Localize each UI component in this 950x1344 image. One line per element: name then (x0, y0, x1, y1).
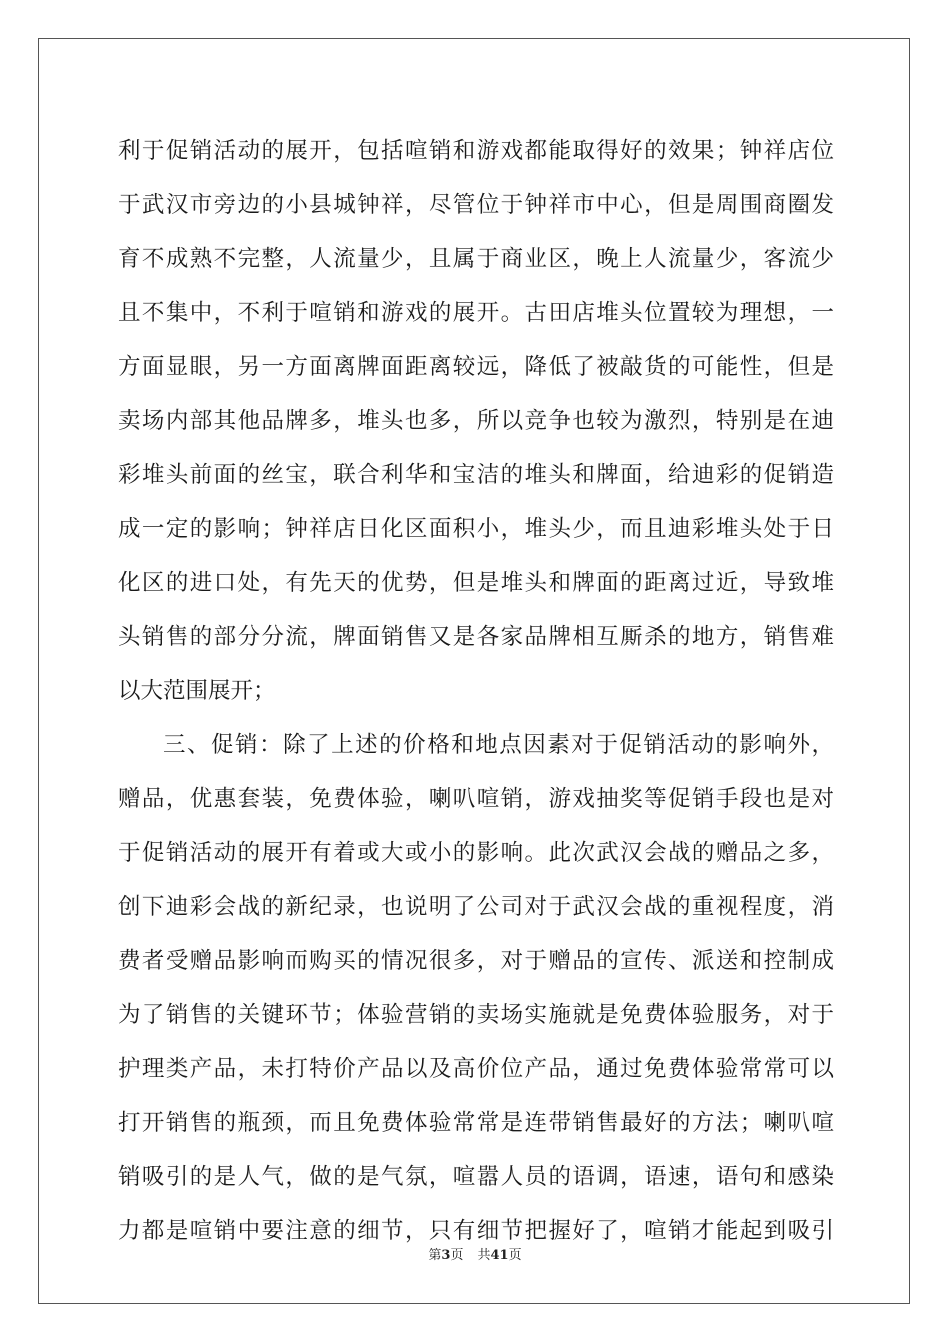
text-line: 头销售的部分分流，牌面销售又是各家品牌相互厮杀的地方，销售难 (118, 624, 834, 650)
section-heading-line: 三、促销：除了上述的价格和地点因素对于促销活动的影响外， (163, 732, 834, 758)
text-line: 化区的进口处，有先天的优势，但是堆头和牌面的距离过近，导致堆 (118, 570, 834, 596)
text-line: 销吸引的是人气，做的是气氛，喧嚣人员的语调，语速，语句和感染 (118, 1164, 834, 1190)
text-line: 于促销活动的展开有着或大或小的影响。此次武汉会战的赠品之多， (118, 840, 834, 866)
page-suffix: 页 (450, 1248, 464, 1263)
text-line: 成一定的影响；钟祥店日化区面积小，堆头少，而且迪彩堆头处于日 (118, 516, 834, 542)
text-line: 打开销售的瓶颈，而且免费体验常常是连带销售最好的方法；喇叭喧 (118, 1110, 834, 1136)
text-line: 于武汉市旁边的小县城钟祥，尽管位于钟祥市中心，但是周围商圈发 (118, 192, 834, 218)
text-line: 育不成熟不完整，人流量少，且属于商业区，晚上人流量少，客流少 (118, 246, 834, 272)
total-suffix: 页 (508, 1248, 522, 1263)
page-prefix: 第 (428, 1248, 442, 1263)
text-line: 护理类产品，未打特价产品以及高价位产品，通过免费体验常常可以 (118, 1056, 834, 1082)
text-line: 彩堆头前面的丝宝，联合利华和宝洁的堆头和牌面，给迪彩的促销造 (118, 462, 834, 488)
text-line: 力都是喧销中要注意的细节，只有细节把握好了，喧销才能起到吸引 (118, 1218, 834, 1244)
text-line: 创下迪彩会战的新纪录，也说明了公司对于武汉会战的重视程度，消 (118, 894, 834, 920)
page-number: 3 (441, 1248, 451, 1263)
text-line: 且不集中，不利于喧销和游戏的展开。古田店堆头位置较为理想，一 (118, 300, 834, 326)
total-pages: 41 (490, 1248, 509, 1263)
total-prefix: 共 (477, 1248, 491, 1263)
text-line: 为了销售的关键环节；体验营销的卖场实施就是免费体验服务，对于 (118, 1002, 834, 1028)
text-line: 利于促销活动的展开，包括喧销和游戏都能取得好的效果；钟祥店位 (118, 138, 834, 164)
page-footer (0, 1244, 950, 1263)
body-text (118, 124, 834, 1258)
text-line: 费者受赠品影响而购买的情况很多，对于赠品的宣传、派送和控制成 (118, 948, 834, 974)
text-line: 方面显眼，另一方面离牌面距离较远，降低了被敲货的可能性，但是 (118, 354, 834, 380)
text-line: 卖场内部其他品牌多，堆头也多，所以竞争也较为激烈，特别是在迪 (118, 408, 834, 434)
text-line: 以大范围展开； (118, 678, 276, 704)
text-line: 赠品，优惠套装，免费体验，喇叭喧销，游戏抽奖等促销手段也是对 (118, 786, 834, 812)
